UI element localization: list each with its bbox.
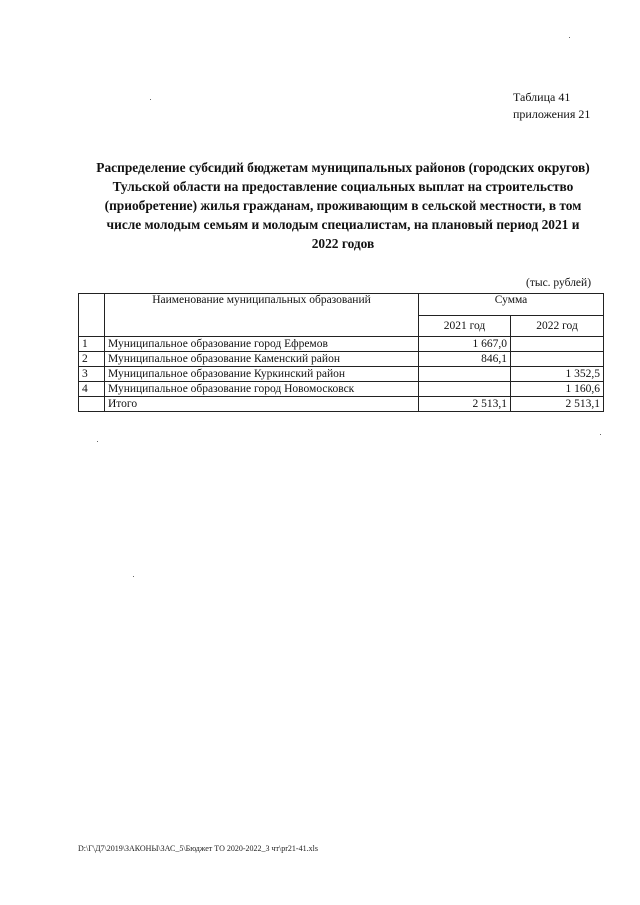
title-line: (приобретение) жилья гражданам, проживающим в сельской местности, в том <box>104 198 582 213</box>
file-path-footer: D:\Г\Д7\2019\ЗАКОНЫ\ЗАС_5\Бюджет ТО 2020-2022_3 чт\pr21-41.xls <box>78 844 318 853</box>
header-name: Наименование муниципальных образований <box>105 294 419 337</box>
row-number: 2 <box>79 352 105 367</box>
title-line: Тульской области на предоставление социальных выплат на строительство <box>112 179 574 194</box>
row-name: Муниципальное образование город Ефремов <box>105 337 419 352</box>
row-value-2022 <box>511 352 604 367</box>
row-value-2021: 846,1 <box>419 352 511 367</box>
row-value-2021 <box>419 367 511 382</box>
total-value-2022: 2 513,1 <box>511 397 604 412</box>
total-value-2021: 2 513,1 <box>419 397 511 412</box>
row-value-2022 <box>511 337 604 352</box>
row-number: 4 <box>79 382 105 397</box>
table-row <box>79 382 604 397</box>
row-number: 1 <box>79 337 105 352</box>
table-row <box>79 337 604 352</box>
table-reference <box>513 89 590 123</box>
title-line: Распределение субсидий бюджетам муниципальных районов (городских округов) <box>96 160 590 175</box>
scan-speck <box>97 441 98 442</box>
header-num-cell <box>79 294 105 337</box>
units-label: (тыс. рублей) <box>526 277 592 289</box>
total-row <box>79 397 604 412</box>
total-num-cell <box>79 397 105 412</box>
title-line: числе молодым семьям и молодым специалистам, на плановый период 2021 и <box>106 217 580 232</box>
table-row <box>79 352 604 367</box>
header-year-2021: 2021 год <box>419 316 511 337</box>
row-name: Муниципальное образование город Новомосковск <box>105 382 419 397</box>
table-row <box>79 367 604 382</box>
row-value-2022: 1 352,5 <box>511 367 604 382</box>
row-name: Муниципальное образование Куркинский район <box>105 367 419 382</box>
scan-speck <box>569 37 570 38</box>
row-value-2021: 1 667,0 <box>419 337 511 352</box>
header-year-2022: 2022 год <box>511 316 604 337</box>
scan-speck <box>150 99 151 100</box>
total-label: Итого <box>105 397 419 412</box>
title-line: 2022 годов <box>311 236 375 251</box>
subsidies-table <box>78 293 604 412</box>
scan-speck <box>600 434 601 435</box>
row-number: 3 <box>79 367 105 382</box>
table-number: Таблица 41 <box>513 90 571 104</box>
scan-speck <box>133 576 134 577</box>
row-value-2021 <box>419 382 511 397</box>
document-title <box>80 158 606 253</box>
row-value-2022: 1 160,6 <box>511 382 604 397</box>
header-sum: Сумма <box>419 294 604 316</box>
row-name: Муниципальное образование Каменский район <box>105 352 419 367</box>
appendix-number: приложения 21 <box>513 107 591 121</box>
